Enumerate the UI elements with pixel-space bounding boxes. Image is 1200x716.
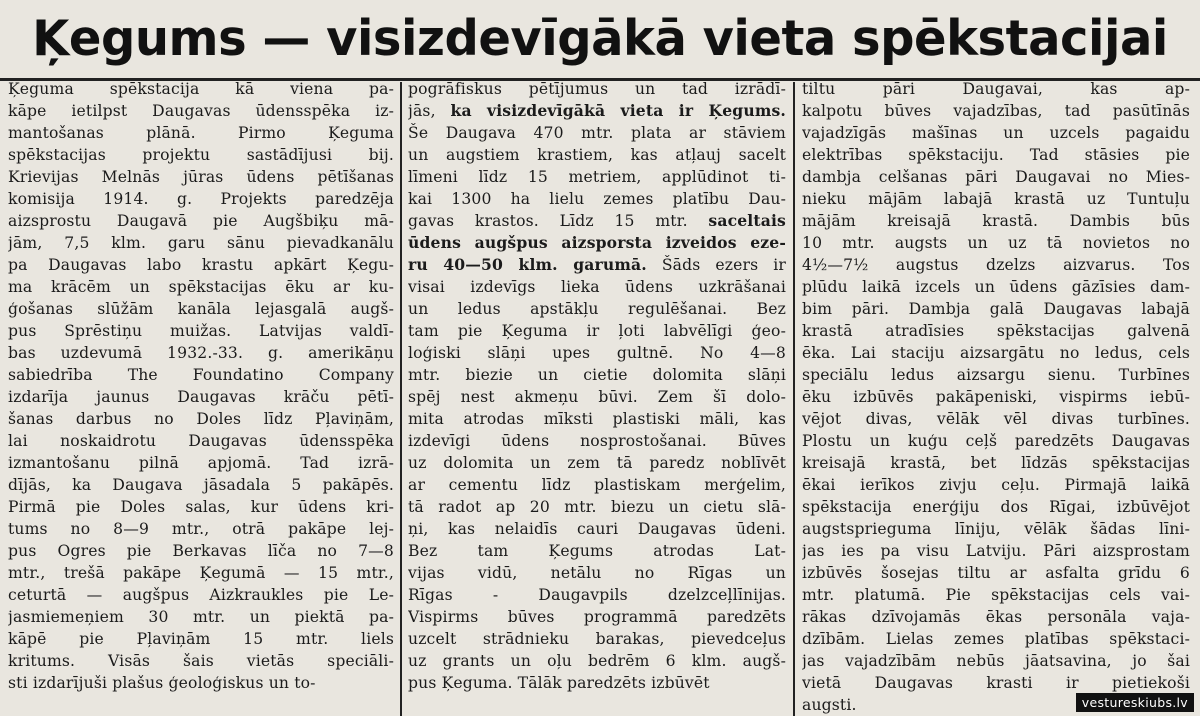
text-line: mantošanas plānā. Pirmo Ķeguma [8,124,394,142]
text-line: komisija 1914. g. Projekts paredzēja [8,190,394,208]
text-line: Še Daugava 470 mtr. plata ar stāviem [408,124,786,142]
text-line: 4½—7½ augstus dzelzs aizvarus. Tos [802,256,1190,274]
text-line: ģošanas slūžām kanāla lejasgalā augš- [8,300,394,318]
text-line: izdarīja jaunus Daugavas krāču pētī- [8,388,394,406]
text-line: Bez tam Ķegums atrodas Lat- [408,542,786,560]
text-line: vējot divas, vēlāk vēl divas turbīnes. [802,410,1190,428]
text-line: mita atrodas mīksti plastiski māli, kas [408,410,786,428]
text-line: un ledus apstākļu regulēšanai. Bez [408,300,786,318]
text-line: mtr., trešā pakāpe Ķegumā — 15 mtr., [8,564,394,582]
text-line: augsti. [802,696,857,714]
text-line: kai 1300 ha lielu zemes platību Dau- [408,190,786,208]
text-line: līmeni līdz 15 metriem, applūdinot ti- [408,168,786,186]
text-line: dījās, ka Daugava jāsadala 5 pakāpēs. [8,476,394,494]
text-line: pus Ķeguma. Tālāk paredzēts izbūvēt [408,674,710,692]
text-line: kalpotu būves vajadzības, tad pasūtīnās [802,102,1190,120]
text-line: uz grants un oļu bedrēm 6 klm. augš- [408,652,786,670]
text-line: ūdens augšpus aizsporsta izveidos eze- [408,233,786,252]
text-line: Ķeguma spēkstacija kā viena pa- [8,80,394,98]
text-line: kreisajā krastā, bet līdzās spēkstacijas [802,454,1190,472]
text-line: lai noskaidrotu Daugavas ūdensspēka [8,432,394,450]
text-line: Plostu un kuģu ceļš paredzēts Daugavas [802,432,1190,450]
text-line: mājām kreisajā krastā. Dambis būs [802,212,1190,230]
text-line: Rīgas - Daugavpils dzelzceļlīnijas. [408,586,786,604]
text-line: rākas dzīvojamās ēkas personāla vaja- [802,608,1190,626]
text-line: šanas darbus no Doles līdz Pļaviņām, [8,410,394,428]
text-line: mtr. platumā. Pie spēkstacijas cels vai- [802,586,1190,604]
text-line: kāpe ietilpst Daugavas ūdensspēka iz- [8,102,394,120]
text-line: pus Sprēstiņu muižas. Latvijas valdī- [8,322,394,340]
text-line: visai izdevīgs lieka ūdens uzkrāšanai [408,278,786,296]
text-line: 10 mtr. augsts un uz tā novietos no [802,234,1190,252]
column-divider-2 [793,82,795,716]
text-line: uzcelt strādnieku barakas, pievedceļus [408,630,786,648]
text-line: tiltu pāri Daugavai, kas ap- [802,80,1190,98]
text-line: ceturtā — augšpus Aizkraukles pie Le- [8,586,394,604]
text-line: jas vajadzībām nebūs jāatsavina, jo šai [802,652,1190,670]
text-line: un augstiem krastiem, kas atļauj sacelt [408,146,786,164]
text-line: mtr. biezie un cietie dolomita slāņi [408,366,786,384]
text-line: kritums. Visās šais vietās speciāli- [8,652,394,670]
text-line: izmantošanu pilnā apjomā. Tad izrā- [8,454,394,472]
text-column-2 [408,78,786,694]
text-line: sti izdarījuši plašus ģeoloģiskus un to- [8,674,316,692]
text-line: Pirmā pie Doles salas, kur ūdens kri- [8,498,394,516]
text-line: izdevīgi ūdens nosprostošanai. Būves [408,432,786,450]
text-line: pogrāfiskus pētījumus un tad izrādī- [408,80,786,98]
text-line: loģiski slāņi upes gultnē. No 4—8 [408,344,786,362]
text-line: pus Ogres pie Berkavas līča no 7—8 [8,542,394,560]
text-line: ēka. Lai staciju aizsargātu no ledus, cels [802,344,1190,362]
watermark: vestureskiubs.lv [1076,693,1194,712]
text-line: tam pie Ķeguma ir ļoti labvēlīgi ģeo- [408,322,786,340]
text-line: bas uzdevumā 1932.-33. g. amerikāņu [8,344,394,362]
text-line: elektrības spēkstaciju. Tad stāsies pie [802,146,1190,164]
text-line: spēkstacija enerģiju dos Rīgai, izbūvējot [802,498,1190,516]
text-line: spēkstacijas projektu sastādījusi bij. [8,146,394,164]
text-line: krastā atradīsies spēkstacijas galvenā [802,322,1190,340]
text-line: ēkai ierīkos zivju ceļu. Pirmajā laikā [802,476,1190,494]
text-line: jasmiemeņiem 30 mtr. un piektā pa- [8,608,394,626]
text-line: ar cementu līdz plastiskam merģelim, [408,476,786,494]
text-line: sabiedrība The Foundatino Company [8,366,394,384]
text-line: gavas krastos. Līdz 15 mtr. saceltais [408,211,786,230]
text-line: jas ies pa visu Latviju. Pāri aizsprostam [802,542,1190,560]
text-column-1 [8,78,394,694]
text-column-3 [802,78,1190,716]
text-line: nieku mājām labajā krastā uz Tuntuļu [802,190,1190,208]
text-line: uz dolomita un zem tā paredz noblīvēt [408,454,786,472]
text-line: jās, ka visizdevīgākā vieta ir Ķegums. [408,101,786,120]
text-line: aizsprostu Daugavā pie Augšbiķu mā- [8,212,394,230]
text-line: tums no 8—9 mtr., otrā pakāpe lej- [8,520,394,538]
text-line: dzībām. Lielas zemes platības spēkstaci- [802,630,1190,648]
text-line: vietā Daugavas krasti ir pietiekoši [802,674,1190,692]
text-line: dambja celšanas pāri Daugavai no Mies- [802,168,1190,186]
column-divider-1 [400,82,402,716]
text-line: jām, 7,5 klm. garu sānu pievadkanālu [8,234,394,252]
text-line: Krievijas Melnās jūras ūdens pētīšanas [8,168,394,186]
text-line: Vispirms būves programmā paredzēts [408,608,786,626]
text-line: plūdu laikā izcels un ūdens gāzīsies dam- [802,278,1190,296]
headline: Ķegums — visizdevīgākā vieta spēkstacijai [32,10,1168,67]
text-line: kāpē pie Pļaviņām 15 mtr. liels [8,630,394,648]
text-line: tā radot ap 20 mtr. biezu un cietu slā- [408,498,786,516]
text-line: ņi, kas nelaidīs cauri Daugavas ūdeni. [408,520,786,538]
text-line: speciālu ledus aizsargu sienu. Turbīnes [802,366,1190,384]
text-line: pa Daugavas labo krastu apkārt Ķegu- [8,256,394,274]
text-line: ēku izbūvēs pakāpeniski, vispirms iebū- [802,388,1190,406]
text-line: izbūvēs šosejas tiltu ar asfalta grīdu 6 [802,564,1190,582]
text-line: bim pāri. Dambja galā Daugavas labajā [802,300,1190,318]
text-line: ru 40—50 klm. garumā. Šāds ezers ir [408,255,786,274]
text-line: vijas vidū, netālu no Rīgas un [408,564,786,582]
text-line: augstsprieguma līniju, vēlāk šādas līni- [802,520,1190,538]
text-line: spēj nest akmeņu būvi. Zem šī dolo- [408,388,786,406]
text-line: vajadzīgās mašīnas un uzcels pagaidu [802,124,1190,142]
text-line: ma krācēm un spēkstacijas ēku ar ku- [8,278,394,296]
